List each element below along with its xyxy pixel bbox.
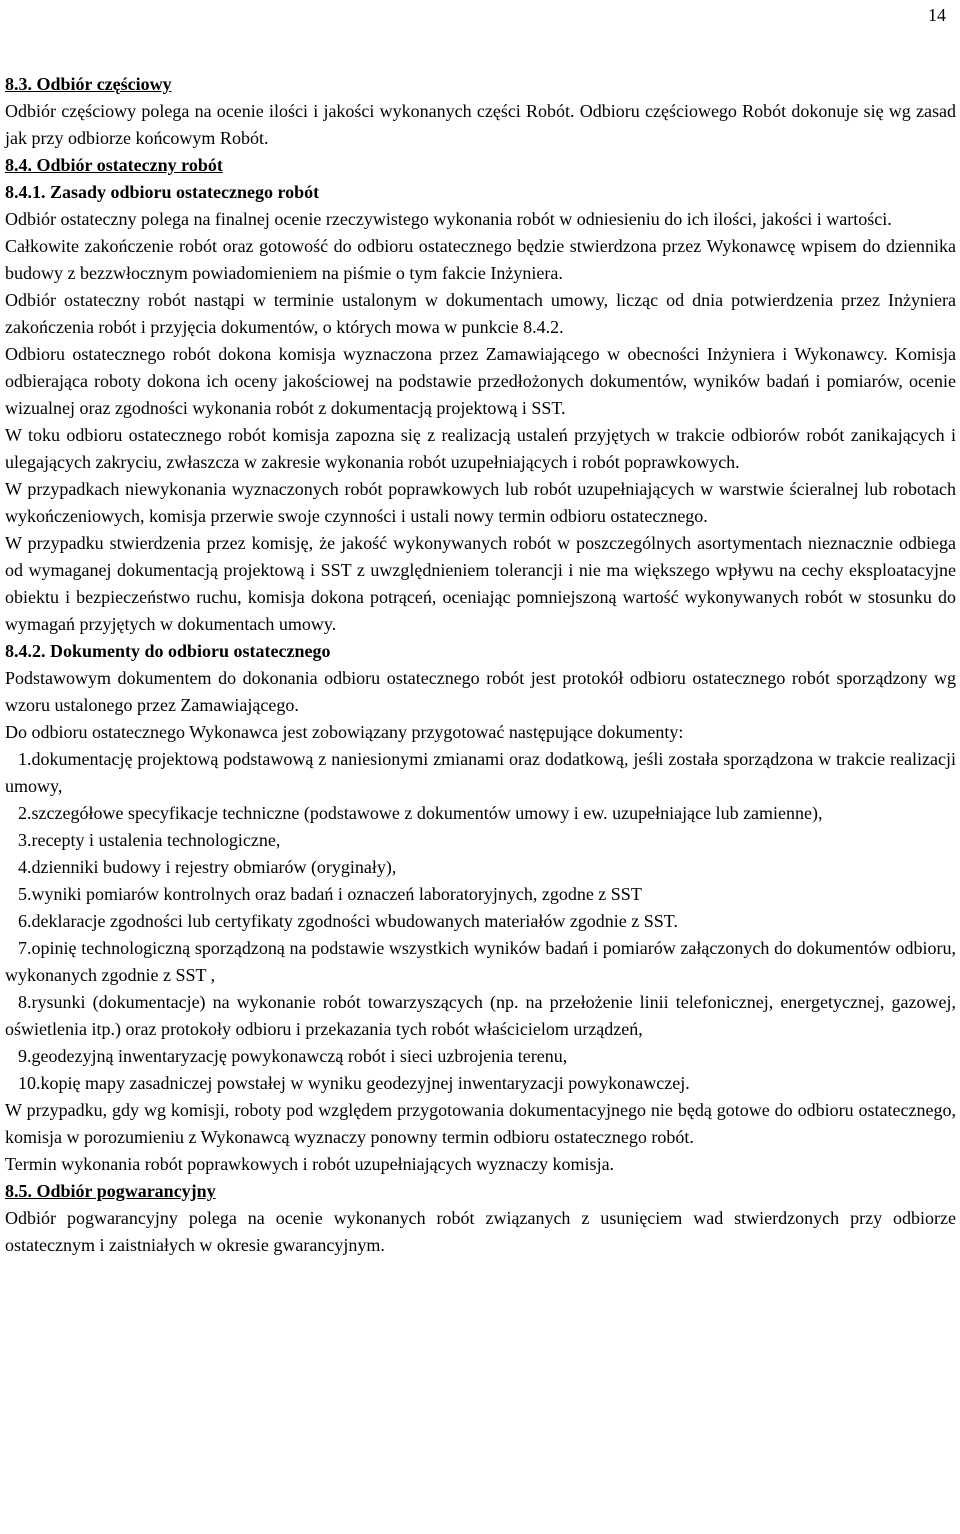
subsection-heading-8-4-2: 8.4.2. Dokumenty do odbioru ostatecznego <box>5 641 331 661</box>
list-item: 6.deklaracje zgodności lub certyfikaty zgodności wbudowanych materiałów zgodnie z SST. <box>18 911 678 931</box>
list-item: 8.rysunki (dokumentacje) na wykonanie robót towarzyszących (np. na przełożenie linii telefonicznej, energetycznej, gazowej, oświetlenia itp.) oraz protokoły odbioru i przekazania tych robót właścicielom urządzeń, <box>5 992 956 1039</box>
list-item: 3.recepty i ustalenia technologiczne, <box>18 830 281 850</box>
paragraph: Do odbioru ostatecznego Wykonawca jest zobowiązany przygotować następujące dokumenty: <box>5 722 684 742</box>
paragraph: Odbiór ostateczny polega na finalnej ocenie rzeczywistego wykonania robót w odniesieniu do ich ilości, jakości i wartości. <box>5 209 892 229</box>
paragraph: Odbiór częściowy polega na ocenie ilości i jakości wykonanych części Robót. Odbioru częściowego Robót dokonuje się wg zasad jak przy odbiorze końcowym Robót. <box>5 101 956 148</box>
paragraph: Odbiór pogwarancyjny polega na ocenie wykonanych robót związanych z usunięciem wad stwierdzonych przy odbiorze ostatecznym i zaistniałych w okresie gwarancyjnym. <box>5 1208 956 1255</box>
list-item: 1.dokumentację projektową podstawową z naniesionymi zmianami oraz dodatkową, jeśli została sporządzona w trakcie realizacji umowy, <box>5 749 956 796</box>
page-number: 14 <box>928 5 946 25</box>
list-item: 9.geodezyjną inwentaryzację powykonawczą robót i sieci uzbrojenia terenu, <box>18 1046 568 1066</box>
list-item: 4.dzienniki budowy i rejestry obmiarów (oryginały), <box>18 857 397 877</box>
list-item: 10.kopię mapy zasadniczej powstałej w wyniku geodezyjnej inwentaryzacji powykonawczej. <box>18 1073 690 1093</box>
list-item: 5.wyniki pomiarów kontrolnych oraz badań i oznaczeń laboratoryjnych, zgodne z SST <box>18 884 642 904</box>
paragraph: Całkowite zakończenie robót oraz gotowość do odbioru ostatecznego będzie stwierdzona przez Wykonawcę wpisem do dziennika budowy z bezzwłocznym powiadomieniem na piśmie o tym fakcie Inżyniera. <box>5 236 956 283</box>
paragraph: Podstawowym dokumentem do dokonania odbioru ostatecznego robót jest protokół odbioru ostatecznego robót sporządzony wg wzoru ustalonego przez Zamawiającego. <box>5 668 956 715</box>
section-heading-8-5: 8.5. Odbiór pogwarancyjny <box>5 1181 216 1201</box>
paragraph: W przypadku stwierdzenia przez komisję, że jakość wykonywanych robót w poszczególnych asortymentach nieznacznie odbiega od wymaganej dokumentacją projektową i SST z uwzględnieniem tolerancji i nie ma większego wpływu na cechy eksploatacyjne obiektu i bezpieczeństwo ruchu, komisja dokona potrąceń, oceniając pomniejszoną wartość wykonywanych robót w stosunku do wymagań przyjętych w dokumentach umowy. <box>5 533 956 634</box>
section-heading-8-3: 8.3. Odbiór częściowy <box>5 74 172 94</box>
paragraph: Odbioru ostatecznego robót dokona komisja wyznaczona przez Zamawiającego w obecności Inżyniera i Wykonawcy. Komisja odbierająca roboty dokona ich oceny jakościowej na podstawie przedłożonych dokumentów, wyników badań i pomiarów, ocenie wizualnej oraz zgodności wykonania robót z dokumentacją projektową i SST. <box>5 344 956 418</box>
paragraph: Termin wykonania robót poprawkowych i robót uzupełniających wyznaczy komisja. <box>5 1154 615 1174</box>
subsection-heading-8-4-1: 8.4.1. Zasady odbioru ostatecznego robót <box>5 182 320 202</box>
paragraph: Odbiór ostateczny robót nastąpi w terminie ustalonym w dokumentach umowy, licząc od dnia potwierdzenia przez Inżyniera zakończenia robót i przyjęcia dokumentów, o których mowa w punkcie 8.4.2. <box>5 290 956 337</box>
list-item: 2.szczegółowe specyfikacje techniczne (podstawowe z dokumentów umowy i ew. uzupełniające lub zamienne), <box>18 803 823 823</box>
paragraph: W toku odbioru ostatecznego robót komisja zapozna się z realizacją ustaleń przyjętych w trakcie odbiorów robót zanikających i ulegających zakryciu, zwłaszcza w zakresie wykonania robót uzupełniających i robót poprawkowych. <box>5 425 956 472</box>
section-heading-8-4: 8.4. Odbiór ostateczny robót <box>5 155 223 175</box>
paragraph: W przypadkach niewykonania wyznaczonych robót poprawkowych lub robót uzupełniających w warstwie ścieralnej lub robotach wykończeniowych, komisja przerwie swoje czynności i ustali nowy termin odbioru ostatecznego. <box>5 479 956 526</box>
paragraph: W przypadku, gdy wg komisji, roboty pod względem przygotowania dokumentacyjnego nie będą gotowe do odbioru ostatecznego, komisja w porozumieniu z Wykonawcą wyznaczy ponowny termin odbioru ostatecznego robót. <box>5 1100 956 1147</box>
list-item: 7.opinię technologiczną sporządzoną na podstawie wszystkich wyników badań i pomiarów załączonych do dokumentów odbioru, wykonanych zgodnie z SST , <box>5 938 956 985</box>
document-body <box>5 71 956 1259</box>
